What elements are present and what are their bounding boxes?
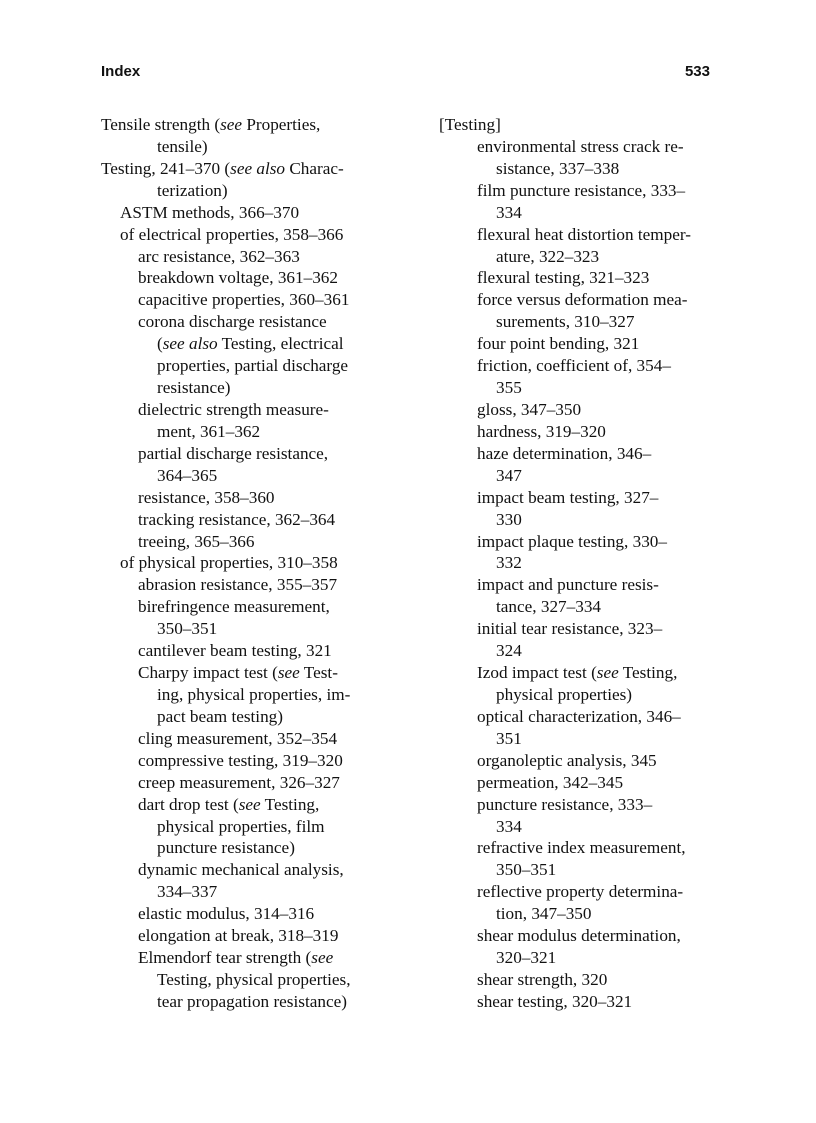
index-text: shear strength, 320 <box>477 969 608 989</box>
index-line <box>101 311 391 333</box>
index-text: tion, 347–350 <box>496 904 592 924</box>
index-text: physical properties, film <box>157 816 325 836</box>
index-line <box>101 925 391 947</box>
index-text: corona discharge resistance <box>138 312 327 332</box>
index-text: tear propagation resistance) <box>157 991 347 1011</box>
index-line <box>101 487 391 509</box>
index-column-left <box>101 114 391 1013</box>
section-title: Index <box>101 63 141 80</box>
index-text: initial tear resistance, 323– <box>477 619 663 639</box>
index-text: birefringence measurement, <box>138 597 330 617</box>
index-text: sistance, 337–338 <box>496 158 620 178</box>
index-line <box>101 859 391 881</box>
index-text: Properties, <box>242 115 321 134</box>
index-line <box>439 969 729 991</box>
index-line <box>101 618 391 640</box>
index-line <box>439 224 729 246</box>
index-text: haze determination, 346– <box>477 443 652 463</box>
index-line <box>101 903 391 925</box>
index-text: abrasion resistance, 355–357 <box>138 575 338 595</box>
index-line <box>439 596 729 618</box>
index-text: hardness, 319–320 <box>477 421 606 441</box>
index-text: Izod impact test ( <box>477 663 597 683</box>
index-line <box>439 947 729 969</box>
index-text: puncture resistance, 333– <box>477 794 653 814</box>
index-line <box>101 202 391 224</box>
index-text: dynamic mechanical analysis, <box>138 860 344 880</box>
index-text: 324 <box>496 641 522 661</box>
index-text: puncture resistance) <box>157 838 295 858</box>
index-text: treeing, 365–366 <box>138 531 255 551</box>
index-text: 332 <box>496 553 522 573</box>
index-line <box>439 136 729 158</box>
index-text: physical properties) <box>496 684 633 704</box>
index-text: tracking resistance, 362–364 <box>138 509 336 529</box>
index-line <box>439 158 729 180</box>
index-line <box>101 969 391 991</box>
index-line <box>439 903 729 925</box>
index-line <box>439 750 729 772</box>
index-line <box>101 531 391 553</box>
index-line <box>101 750 391 772</box>
index-line <box>439 728 729 750</box>
index-text: Testing, 241–370 ( <box>101 158 231 178</box>
index-line <box>101 816 391 838</box>
index-line <box>101 465 391 487</box>
index-line <box>101 772 391 794</box>
index-line <box>101 246 391 268</box>
index-text: gloss, 347–350 <box>477 399 582 419</box>
index-line <box>101 991 391 1013</box>
index-text: impact plaque testing, 330– <box>477 531 667 551</box>
index-line <box>101 881 391 903</box>
index-line <box>101 355 391 377</box>
index-text: flexural testing, 321–323 <box>477 268 650 288</box>
index-line <box>101 794 391 816</box>
index-line <box>101 224 391 246</box>
index-text: elongation at break, 318–319 <box>138 926 339 946</box>
index-text: Testing, electrical <box>217 334 344 354</box>
index-text: creep measurement, 326–327 <box>138 772 340 792</box>
index-text-italic: see also <box>230 158 286 178</box>
index-line <box>439 859 729 881</box>
index-line <box>439 202 729 224</box>
index-line <box>439 333 729 355</box>
index-line <box>101 443 391 465</box>
index-text: Test- <box>299 663 338 683</box>
index-text: dart drop test ( <box>138 794 239 814</box>
index-line <box>439 662 729 684</box>
index-text: refractive index measurement, <box>477 838 686 858</box>
index-text: breakdown voltage, 361–362 <box>138 268 338 288</box>
index-line <box>439 465 729 487</box>
index-line <box>439 399 729 421</box>
index-text: of electrical properties, 358–366 <box>120 224 344 244</box>
index-text: shear testing, 320–321 <box>477 991 633 1011</box>
index-line <box>439 991 729 1013</box>
index-line <box>101 728 391 750</box>
index-line <box>439 289 729 311</box>
index-text: ature, 322–323 <box>496 246 600 266</box>
index-line <box>101 158 391 180</box>
index-text: of physical properties, 310–358 <box>120 553 338 573</box>
index-text: ment, 361–362 <box>157 421 261 441</box>
index-text: optical characterization, 346– <box>477 706 681 726</box>
index-line <box>101 114 391 136</box>
index-line <box>101 640 391 662</box>
index-text: 334 <box>496 816 522 836</box>
index-text-italic: see <box>238 794 261 814</box>
index-text: environmental stress crack re- <box>477 136 684 156</box>
index-line <box>439 552 729 574</box>
index-text: 320–321 <box>496 948 557 968</box>
index-text: pact beam testing) <box>157 706 283 726</box>
index-line <box>439 706 729 728</box>
index-text: ing, physical properties, im- <box>157 684 351 704</box>
index-text: cantilever beam testing, 321 <box>138 641 332 661</box>
index-line <box>101 267 391 289</box>
index-line <box>101 552 391 574</box>
index-text: ASTM methods, 366–370 <box>120 202 300 222</box>
index-line <box>439 267 729 289</box>
index-line <box>439 443 729 465</box>
index-text: force versus deformation mea- <box>477 290 688 310</box>
index-text: 355 <box>496 378 522 398</box>
index-line <box>101 662 391 684</box>
index-text-italic: see <box>277 663 300 683</box>
index-text: 350–351 <box>496 860 557 880</box>
index-text: ( <box>157 334 163 354</box>
index-line <box>439 355 729 377</box>
index-text: 347 <box>496 465 522 485</box>
index-column-right <box>439 114 729 1013</box>
index-text: permeation, 342–345 <box>477 772 624 792</box>
index-text: impact beam testing, 327– <box>477 487 659 507</box>
index-text: tensile) <box>157 136 208 156</box>
index-text: shear modulus determination, <box>477 926 681 946</box>
index-text-italic: see <box>220 115 243 134</box>
index-line <box>439 618 729 640</box>
index-line <box>101 684 391 706</box>
index-line <box>101 947 391 969</box>
index-text: dielectric strength measure- <box>138 399 329 419</box>
index-text: Testing, <box>260 794 320 814</box>
index-line <box>101 837 391 859</box>
index-line <box>439 837 729 859</box>
index-text: flexural heat distortion temper- <box>477 224 691 244</box>
index-text: organoleptic analysis, 345 <box>477 750 657 770</box>
index-line <box>439 925 729 947</box>
index-line <box>439 881 729 903</box>
index-text-italic: see <box>596 663 619 683</box>
index-line <box>439 311 729 333</box>
index-line <box>101 596 391 618</box>
index-line <box>101 333 391 355</box>
index-text: impact and puncture resis- <box>477 575 659 595</box>
index-text: 350–351 <box>157 619 218 639</box>
index-text: 364–365 <box>157 465 218 485</box>
index-line <box>101 509 391 531</box>
page-number: 533 <box>684 63 710 80</box>
index-line <box>101 180 391 202</box>
index-text: Testing, physical properties, <box>157 969 351 989</box>
index-text: elastic modulus, 314–316 <box>138 904 315 924</box>
index-text-italic: see <box>311 948 334 968</box>
index-line <box>101 421 391 443</box>
index-text: 330 <box>496 509 522 529</box>
index-text: Charac- <box>285 158 344 178</box>
index-line <box>439 114 729 136</box>
index-text: Elmendorf tear strength ( <box>138 948 312 968</box>
index-line <box>439 684 729 706</box>
index-text: terization) <box>157 180 228 200</box>
index-text: partial discharge resistance, <box>138 443 329 463</box>
index-text: 334–337 <box>157 882 218 902</box>
index-line <box>439 772 729 794</box>
index-line <box>439 509 729 531</box>
index-text: film puncture resistance, 333– <box>477 180 686 200</box>
index-line <box>101 377 391 399</box>
index-text: four point bending, 321 <box>477 334 640 354</box>
index-text: capacitive properties, 360–361 <box>138 290 350 310</box>
running-header <box>101 63 710 85</box>
index-line <box>439 794 729 816</box>
index-line <box>439 421 729 443</box>
index-text: compressive testing, 319–320 <box>138 750 343 770</box>
index-text: Tensile strength ( <box>101 115 221 134</box>
index-text: Testing, <box>618 663 678 683</box>
index-text-italic: see also <box>162 334 218 354</box>
index-text: Charpy impact test ( <box>138 663 278 683</box>
index-text: [Testing] <box>439 115 501 134</box>
index-line <box>439 246 729 268</box>
index-text: cling measurement, 352–354 <box>138 728 338 748</box>
index-line <box>439 487 729 509</box>
index-text: 334 <box>496 202 522 222</box>
index-text: surements, 310–327 <box>496 312 635 332</box>
index-text: properties, partial discharge <box>157 356 349 376</box>
index-line <box>101 136 391 158</box>
index-line <box>101 399 391 421</box>
index-text: arc resistance, 362–363 <box>138 246 300 266</box>
index-line <box>439 816 729 838</box>
index-line <box>101 706 391 728</box>
index-text: 351 <box>496 728 522 748</box>
index-text: resistance) <box>157 378 231 398</box>
index-line <box>101 289 391 311</box>
index-line <box>439 531 729 553</box>
index-text: friction, coefficient of, 354– <box>477 356 671 376</box>
index-line <box>101 574 391 596</box>
index-line <box>439 640 729 662</box>
index-line <box>439 574 729 596</box>
index-text: reflective property determina- <box>477 882 684 902</box>
index-line <box>439 377 729 399</box>
index-text: resistance, 358–360 <box>138 487 275 507</box>
index-text: tance, 327–334 <box>496 597 602 617</box>
index-line <box>439 180 729 202</box>
